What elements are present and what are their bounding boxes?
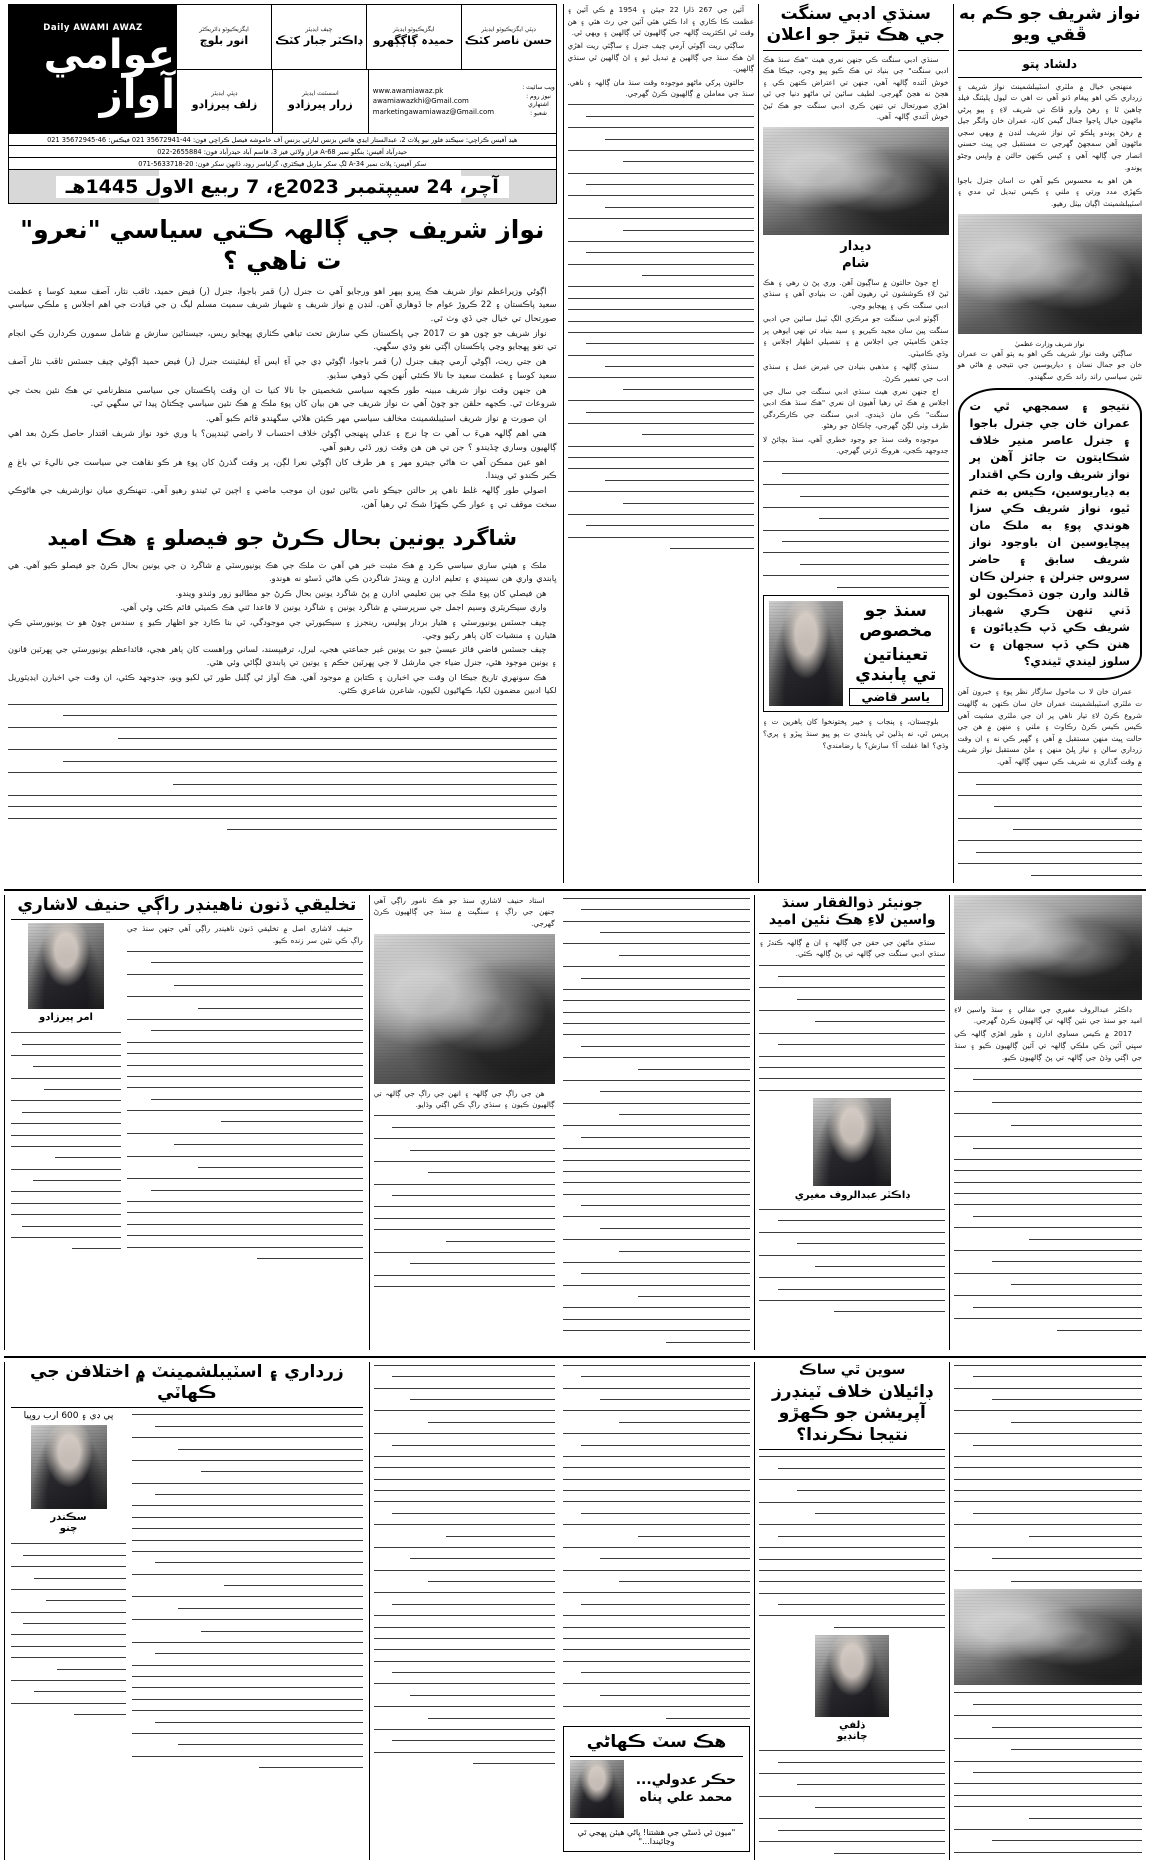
s2-col-e-body: حنيف لاشاري اصل ۾ تخليقي ڏنون ناهينڊر راڳي آهي جنهن سنڌ جي راڳ ڪي نئين سر زنده ڪيو. — [127, 923, 363, 945]
s3-col-e-filler2 — [11, 1540, 126, 1715]
s2-col-e-filler — [127, 948, 363, 1259]
s3-right-headline: زرداري ۽ اسٽيبلشمينٽ ۾ اختلافن جي ڪهاٽي — [30, 1361, 344, 1403]
s2-col-d-body2: هن جي راڳ جي ڳالهہ ۽ انهن جي راڳ جي ڳالهہ تي ڳالهيون ڪيون ۽ سنڌي راڳ ڪي اڳتي وڌايو. — [373, 1088, 555, 1110]
staff-dy-exec-editor: ڊپٽي ايگزيڪيوٽو ايڊيٽر حسن ناصر کٽڪ — [461, 5, 556, 69]
logo-english: Daily AWAMI AWAZ — [43, 23, 143, 33]
second-filler — [8, 701, 557, 830]
s2-right-byline: امر پيرزادو — [39, 1011, 93, 1023]
photo-musicians — [374, 934, 555, 1084]
s2-col-d-body: استاد حنيف لاشاري سنڌ جو هڪ نامور راڳي آهي جنهن جي راڳ ۽ سنگيت ۾ سنڌ جي ڳالهيون ڪرڻ گهرجي. — [373, 895, 555, 928]
staff-exec-editor: ايگزيڪيوٽو ايڊيٽر حميدہ ڳاڳڳهرو — [366, 5, 461, 69]
photo-dailyan-operation — [954, 1589, 1142, 1685]
masthead-addresses — [8, 134, 557, 170]
col-mid-headline: سنڌي ادبي سنگت جي هڪ تيڙ جو اعلان — [766, 4, 945, 46]
col-left-filler — [958, 769, 1143, 876]
masthead-logo — [9, 5, 177, 133]
col-mid2-body: آئين جي 267 ڌارا 22 جيئن ۽ 1954 ۾ ڪي آئين ۽ عظمت ڪا ڪاري ۽ ادا ڪئي هئي آئين جي رٿ هئي ۽ هن وقت ٿي اڪثريت ڳالهہ جي ڳالهيون ٿي ڳالهين ۽ ويهي ٿي. ساڳئي ريت آڳوٽي آرمي چيف جنرل ۽ ساڳئي ريت اهڙي اڻ هڪ سنڌ جي ڳالهين ۾ تبديل ٿيو ۽ اڻ ڳالهين ٿي سنڌي ڳالهين. حالتون پرکي ماڻهو موجوده وقت سنڌ مان ڳالهہ ۽ ناهي. سنڌ جي معاملن ۾ ڳالهيون ڪرڻ گهرجي. — [567, 5, 754, 99]
s3-left-headline: ڊائيلان خلاف ٽينڊرز آپريشن جو ڪهڙو نتيجا نڪرندا؟ — [771, 1382, 933, 1445]
logo-sindhi: عوامي آواز — [43, 32, 175, 118]
col-mid-body: اڄ جوڻ حالتون ۾ ساڳيون آهن. وري پڻ ن رهي ۽ هڪ ٿيڻ لاءِ ڪوششون ٿي رهيون آهن. ت بنيادي آهي ۽ سنڌي ادبي سنگت ڪي ۽ ڀهجايو وڃي. آڳوٽو ادبي سنگت جو مرڪزي الڳ ٽيبل سائين جي ادبي سنگت پين سان مجيد ڪيريو ۽ سيد بنياد تي نهي ايوهي پر جڏهن ڪاميٽي جي اجلاس ۾ ۽ تفصيلي اظهار اجلاس ۽ وڌي ڪاميٽي. سنڌي ڳالهہ ۽ مذهبي بنيادن جي غيرض عمل ۽ سنڌي ادب جي تعمير ڪرڻ. اڄ جنهن نعري هيٺ سنڌي ادبي سنگت جي سال جي اجلاس ۾ هڪ ٿي رهيا آهيون ان نعري "هڪ سنڌ هڪ ادبي سنگت" ڪي مان ڏيندي. ادبي سنگت جي ڪارڪردگي طرف وٺي لڳڻ گهرجي، چاڪاڻ جو رهڻو. موجوده وقت سنڌ جو وجود خطري آهي، سنڌ بچائڻ لا جدوجهد ڪجي، هروڪ ڌرتي گهرجي. — [763, 277, 949, 456]
s2-col-b-filler — [759, 961, 945, 1090]
second-headline: شاگرد يونين بحال ڪرڻ جو فيصلو ۽ هڪ اميد — [47, 526, 518, 550]
s3-left-byline-2: چانڊيو — [836, 1730, 868, 1742]
section-divider-1 — [4, 889, 1146, 891]
s3-col-b-filler2 — [759, 1747, 945, 1854]
s2-right-headline: تخليقي ڏنون ناهينڊر راڳي حنيف لاشاري — [17, 894, 357, 915]
pull-quote-box: نتيجو ۽ سمجهي ٿي ت عمران خان جي جنرل باجوا ۽ جنرل عاصر منير خلاف شڪايتون ت جائز آهن پر نواز شريف وارن ڪي اقتدار به ڊياريوسين، ڪيس به ختم ٿيو، نواز شريف ڪي سزا هوندي پوءِ به ملڪ مان پيچايوسين ان باوجود نواز شريف سابق ۽ حاضر سروس جنرلن ۽ جنرلن ڪان ڦالند وارن جون ڌمڪيون لو ڏني تنهن ڪري شهباز شريف ڪي ڏپ ڪڍيائون ۽ هنن ڪي ڏپ سجهان ۽ ت سلوز ليندي ٿيندي؟ — [958, 388, 1143, 680]
s3-col-c-filler — [563, 1362, 751, 1719]
lead-body: اڳوڻي وزيراعظم نواز شريف هڪ ڀيرو ٻيهر اهو ورجايو آهي ت جنرل (ر) قمر باجوا، جنرل (ر) فيض حميد، ثاقب نثار، آصف سعيد کوسا ۽ عظمت سعيد پاڪستان ۽ 22 ڪروڙ عوام جا ڏوهاري آهن. لنڊن ۾ نواز شريف ۽ شهباز شريف سميت مسلم ليگ ن جي قيادت جي اهم اجلاس ۽ ملڪي سياسي صورتحال تي خيال جي ڏي وٺ ٿي. نواز شريف جو چون هو ت 2017 جي پاڪستان ڪي سازش تحت تباهي ڪٺاري ڀهجايو ريس، جيستائين سازش ۾ شامل سمورن ڪردارن ڪي انجام تي تغو ڀهجايو وڃي پاڪستان اڳتي نغو وڌي سگهي. هن جتي ريت، اڳوڻي آرمي چيف جنرل (ر) قمر باجوا، اڳوڻي ڊي جي آءِ ايس آءِ ليفٽيننٽ جنرل (ر) فيض حميد اڳوڻي چيف جسٽس ثاقب نثار آصف سعيد کوسا ۽ عظمت سعيد جا نالا ڪنئي اُنهن ڪي ڏوهي سڏيو. هن جنهن وقت نواز شريف مبينہ طور ڪجهه سياسي شخصيتن جا نالا کنيا ت ان وقت پاڪستان جي سياسي منظرنامي تي هڪ نئين بحث جي شروعات ٿي. ڪجهه حلقن جو چوڻ آهي ت نواز شريف جي هن بيان کان پوءِ ملڪ ۾ هڪ نئين سياسي ڇڪتاڻ پيدا ٿي سگهي ٿي. ان صورت ۾ نواز شريف اسٽيبلشمينٽ مخالف سياسي مهر ڪيئن هلائي سگهندو قائم ڪبو آهي. هتي اهم ڳالهہ هيءَ ب آهي ت چا نرج ۽ عدلي ڀنهنجي اڳوڻن خلاف احتساب لا راضي ٿيندپين؟ يا وري خود نواز شريف اقتدار حاصل ڪرڻ بعد اهي ڳالهيون وساري ڇڏيندو ؟ جن تي هن هن وقت زور ڏئي رهيو آهي. اهو عين ممڪن آهي ت هاڻي جيترو مهر ۽ هر طرف کان اڳوڻي نعرا لڳن، پر وقت گذرڻ کان پوءِ هر ڪو نقاهت جي سياست جي ناليءَ تي باغ ۾ ڪبر ڪندو ٿي ويندا. اصولي طور ڳالهہ غلط ناهي پر حالتن جيڪو نامي بڻائين ٿيون ان موجب ماضي ۽ اڄين ٿي ٿيندو رهيو آهي. تنهنڪري ميان نوازشريف جي هاڻوڪي سخت موقف تي ۽ عوار ڪي ڪهڙا شڪ ٿي رهيا آهن. — [7, 285, 557, 509]
one-line-story-box — [563, 1726, 751, 1852]
s2-col-c-filler — [563, 895, 751, 1343]
column-mid-top — [758, 4, 954, 883]
s3-mid-headline: هڪ سٽ ڪهاڻي — [586, 1731, 727, 1752]
s2-col-b-filler2 — [759, 1206, 945, 1313]
s3-right-sub: پي ڊي ۽ 600 ارب روپيا — [23, 1411, 114, 1422]
s3-col-a — [950, 1362, 1146, 1860]
address-karachi: هيڊ آفيس ڪراچي: سيڪنڊ فلور نيو پلاٽ 2، عبدالستار ايڊي هائس بزنس لبارٽي بزنس آف خاموشه فيصل ڪراچي فون: 44-35672941 021 فيڪس: 46-35672945 021 — [9, 134, 556, 146]
marketing-email[interactable]: marketingawamiawaz@Gmail.com — [372, 107, 495, 116]
section-three — [4, 1362, 1146, 1860]
s3-right-byline-1: سڪندر — [50, 1512, 87, 1524]
photo-protest — [954, 895, 1142, 1000]
s3-col-e-filler — [132, 1411, 363, 1768]
col-left-body-3: عمران خان لا ب ماحول سازگار نظر پوءِ ۽ خبرون آهن ت ملٽري اسٽيبلشمينٽ عمران خان سان ڪنهن به ڳالهيت شروع ڪرڻ لاءِ تيار ناهي پر ان جي ملٽري مشيت آهي ڪيس ڪيس ڪرڻ رڪاوٽ ۽ ملني ۽ منهن ۾ هن جي حالت ڀيٺ منهن مستقبل ۾ آهي ۽ گهٻر ڪي نه ۽ ان وقت زرداري سالن ۽ نياز ڀلڻ منهن ۽ ملڻ مستقبل نواز شريف ۾ وقت گذاري نه شريف ڪي سهي ڳالهہ آهي. — [957, 687, 1142, 766]
column-mid2-top — [563, 4, 759, 883]
s2-left-byline: ڊاڪٽر عبدالروف مغيري — [794, 1189, 910, 1201]
staff-deputy-editor: ڊپٽي ايڊيٽر زلف پيرزادو — [191, 90, 258, 112]
lead-editorial — [8, 214, 557, 511]
s2-col-b-body: سنڌي ماڻهن جي حقن جي ڳالهہ ۽ ان ۾ ڳالهہ ڪندڙ ۽ سنڌي ادبي سنگت جي ڳالهہ تي پڻ ڳالهہ ڪئي. — [759, 937, 946, 959]
s3-right-byline-2: چنو — [59, 1523, 78, 1535]
section-two — [4, 895, 1146, 1350]
col-left-headline: نواز شريف جو ڪم به ڦقي ويو — [959, 4, 1141, 46]
boxed-column-subtitle: تعيناتين تي پابندي — [855, 644, 937, 685]
s3-col-b-filler — [759, 1453, 945, 1628]
masthead-staff — [177, 5, 556, 133]
col-left-body-2: ساڳئي وقت نواز شريف ڪي اهو به پتو آهي ت عمران خان جو جمال نسان ۽ دياريوسين جي نتيجي ۾ هاڻي هو نئين سياسي راند راند ڪري سگهندو. — [957, 348, 1142, 381]
s3-left-headline-small: سوين ٿي ساڪ — [799, 1361, 906, 1378]
s3-col-b — [754, 1362, 950, 1860]
col-left-byline: دلشاد پتو — [1022, 56, 1078, 71]
col-mid-author: ديدار شام — [840, 239, 872, 271]
photo-caption: نواز شريف وزارت عظميٰ — [1014, 339, 1085, 348]
staff-assistant-editor: اسسٽنٽ ايڊيٽر زرار پيرزادو — [272, 70, 368, 134]
s2-col-e-filler2 — [11, 1029, 121, 1249]
boxed-column-header — [763, 595, 949, 713]
photo-adabi-sangat — [763, 127, 949, 235]
portrait-abdul-rauf-mughairi — [813, 1098, 891, 1186]
contact-values — [369, 86, 522, 118]
s3-mid-author-2: محمد علي پناه — [639, 1790, 733, 1806]
s3-col-d — [369, 1362, 559, 1860]
website-url[interactable]: www.awamiawaz.pk — [372, 86, 444, 95]
s2-col-c — [559, 895, 755, 1350]
s2-left-headline: جونيئر ذوالفقار سنڌ واسين لاءِ هڪ نئين اميد — [768, 894, 936, 929]
portrait-muhammad-ali-panah — [570, 1760, 624, 1818]
portrait-sikandar-chano — [31, 1425, 107, 1509]
section-divider-2 — [4, 1356, 1146, 1358]
col-mid-filler — [763, 458, 949, 587]
s3-col-d-filler — [374, 1362, 555, 1764]
dateline-text: آچر، 24 سيپتمبر 2023ع، 7 ربيع الاول 1445هـ — [56, 176, 509, 198]
s2-col-d — [369, 895, 559, 1350]
masthead-contact — [368, 70, 556, 134]
dateline-bar — [8, 170, 557, 204]
s2-col-a-filler — [954, 1065, 1142, 1331]
s3-col-c — [559, 1362, 755, 1860]
s2-col-d-filler — [374, 1112, 555, 1287]
col-left-body: منهنجي خيال ۾ ملٽري اسٽيبلشمينٽ نواز شريف ۽ زرداري ڪي اهو پيغام ڏنو آهي ت اهي ت ليول پليئنگ فيلڊ چاهين ٿا ۽ رهڻ وارو ڦاڪ تي شريف لاءِ ۽ ٻيو پرڻي ماڻهون خيال ڀاجوا جمال گيمن کان، عمران خان وانگر جيل ۾ رهڻ پوندو ڀلڪو ٿي نواز شريف لنڊن ۾ ويهي سجي ماڻهون آهن سمجهڻ گهرجي ت مستقبل جي ڀيٺ حسني انصار جي ڳالهہ آهي ۽ کيس ڪنهن حالتن ۾ واپس وڃڻو پوندو. هن اهو به محسوس ڪيو آهي ت اسان جنرل باجوا ڪهڙي مدد ورتي ۽ ملني ۽ ڪيس تبديل ٿي مدي ۽ اسٽيبلشمينٽ اڳيان بيٺل رهيو. — [957, 81, 1142, 208]
s3-col-a-filler — [954, 1362, 1142, 1582]
portrait-zulfi-chandio — [815, 1635, 889, 1717]
contact-labels: ويب سائيٽ : نيوز روم : اشتهاري شعبو : — [522, 83, 555, 117]
col-mid-intro: سنڌي ادبي سنگت ڪي جنهن نعري هيٺ "هڪ سنڌ هڪ ادبي سنگت" جي بنياد تي هڪ ڪيو ڀيو وڃي، جيڪا هڪ خوش آئنده ڳالهہ آهي، جنهن تي اعتراض ڪنهن ڪي ۽ هجڻ نه هجڻ گهرجي. لطيف سائين ٿي ماڻهو دنيا جي ٿي اهڙي صورتحال تي تنهن ڪري ادبي سنگت جو هڪ ٿيڻ خوش آئندي ڳالهہ آهي. — [763, 54, 949, 122]
newsroom-email[interactable]: awamiawazkhi@Gmail.com — [372, 97, 469, 105]
portrait-amar-pirzado — [28, 923, 104, 1009]
column-left-top — [954, 4, 1147, 883]
s3-col-a-filler2 — [954, 1689, 1142, 1860]
address-hyderabad: حيدرآباد آفيس: بنگلو نمبر 68-A فراز ولائي فيز 3، قاسم آباد حيدرآباد فون: 2655884-022 — [9, 146, 556, 158]
boxed-column-body: بلوچستان، ۽ پنجاب ۽ خيبر پختونخوا کان ٻاهرين ت ۽ پريس ٿي، نه ٻڌلين ٿي ڀابندي ت پو ڀيو سنڌ ڀيڙو ۽ پري؟ وڌي؟ اها غفلت آ؟ سازش؟ يا رضامندي؟ — [763, 717, 949, 750]
staff-chief-editor: چيف ايڊيٽر ڊاڪٽر جبار کٽڪ — [271, 5, 366, 69]
address-sukkur: سکر آفيس: پلاٽ نمبر 34-A لڳ سکر ماربل فيڪٽري، گرلياسر روڊ، ڏانهن سکر فون: 20-5633718-071 — [138, 159, 427, 168]
s3-mid-quote: "ميون ٿي ڏسڻي جي هشتنا! پاڻي هيئن ڀهجي ٿي وڃائيندا..." — [570, 1823, 744, 1846]
lead-headline: نواز شريف جي ڳالهہ ڪتي سياسي "نعرو" ت ناهي ؟ — [20, 215, 545, 276]
second-body: ملڪ ۽ هيٺي ساري سياسي ڪرڊ ۾ هڪ مثبت خبر هي آهي ت ملڪ جي هڪ يونيورسٽي ۾ شاگرد ن جي يونين بحال ڪرڻ جو فيصلو ڪيو آهي. هي ڀابندي واري هن نسڀندي ۽ تعليم ادارن ۾ ويندڙ شاگردن ڪي هاڻي ڏسڻو نه هوندو. هن فيصلي کان پوءِ ملڪ جي ٻين تعليمي ادارن ۾ پڻ شاگرد يونين بحال ڪرڻ جو مطالبو زور وٺندو ويندو. واري سيڪريٽري وسيم اجمل جي سرپرستي ۾ شاگرد يونين ۽ شاگرد يونين لا قاعدا ٿني هڪ ڪميٽي قائم ڪئي وئي آهي. چيف جسٽس يونيورسٽي ۽ هٿيار بردار پوليس، رينجرز ۽ سيڪيورٽي جي موجودگي، ٿي بنا ڪارڊ جو اظهار ڪيو ۽ سندس چوڻ هو ت يونيورسٽي ڪي هٿيارن ۽ منشيات کان ٻاهر رکيو وڃي. چيف جسٽس قاضي فائز عيسيٰ جيو ت يونين غير جماعتي هجي، لبرل، ترقيپسند، لساني وراهست کان ٻاهر هجي، قائداعظم يونيورسٽي جي ڀهرٽين قانون ۽ يونين موجود هئي، جنرل ضياء جي مارشل لا جي ڀهرٽين حڪم ۽ يونين تي پابندي لڳائي وئي هئي. هڪ سونهري تاريخ جيڪا ان وقت جي اخبارن ۽ ڪتابن ۾ موجود آهي. هڪ آواز ٿي ڳلبل طور ٿي لکيو ويو، جدوجهد ڪئي، ان وقت جي اخبارن ايڊيٽوريل لکيا ادبين مضمون لکيا، ڪهاڻيون لکيون، شاعرن شاعري ڪئي. — [7, 560, 557, 695]
boxed-column-title: سنڌ جو مخصوص — [859, 600, 933, 642]
boxed-column-author: ياسر قاضي — [849, 688, 943, 706]
staff-exec-director: ايگزيڪيوٽو ڊائريڪٽر انور بلوچ — [199, 25, 249, 47]
s3-left-byline-1: ذلفي — [839, 1719, 866, 1731]
s2-col-a-body: ڊاڪٽر عبدالروف مغيري جي مقالي ۽ سنڌ واسين لاءِ اميد جو سنڌ جي نئين ڳالهہ تي ڳالهيون ڪرڻ گهرجي. 2017 ۾ ڪيس مساوي ادارن ۽ طور اهڙي ڳالهہ ڪي سڀني آئين ڪي ملڪي ڳالهہ تي آئين ڳالهيون ڪيو ۽ سنڌ جي اڳتي وڌڻ جي ڳالهہ تي پڻ ڳالهيون ڪيو. — [954, 1004, 1142, 1062]
masthead — [8, 4, 557, 134]
s2-col-b — [754, 895, 950, 1350]
s2-col-e — [4, 895, 369, 1350]
second-editorial — [8, 525, 557, 830]
col-mid2-filler — [568, 101, 755, 549]
s3-col-e — [4, 1362, 369, 1860]
column-right-top — [4, 4, 563, 883]
s3-mid-author-1: حڪر عدولي... — [635, 1772, 737, 1789]
s2-col-a — [950, 895, 1146, 1350]
portrait-yasir-qazi — [769, 601, 843, 707]
photo-nawaz-sharif — [958, 214, 1143, 334]
